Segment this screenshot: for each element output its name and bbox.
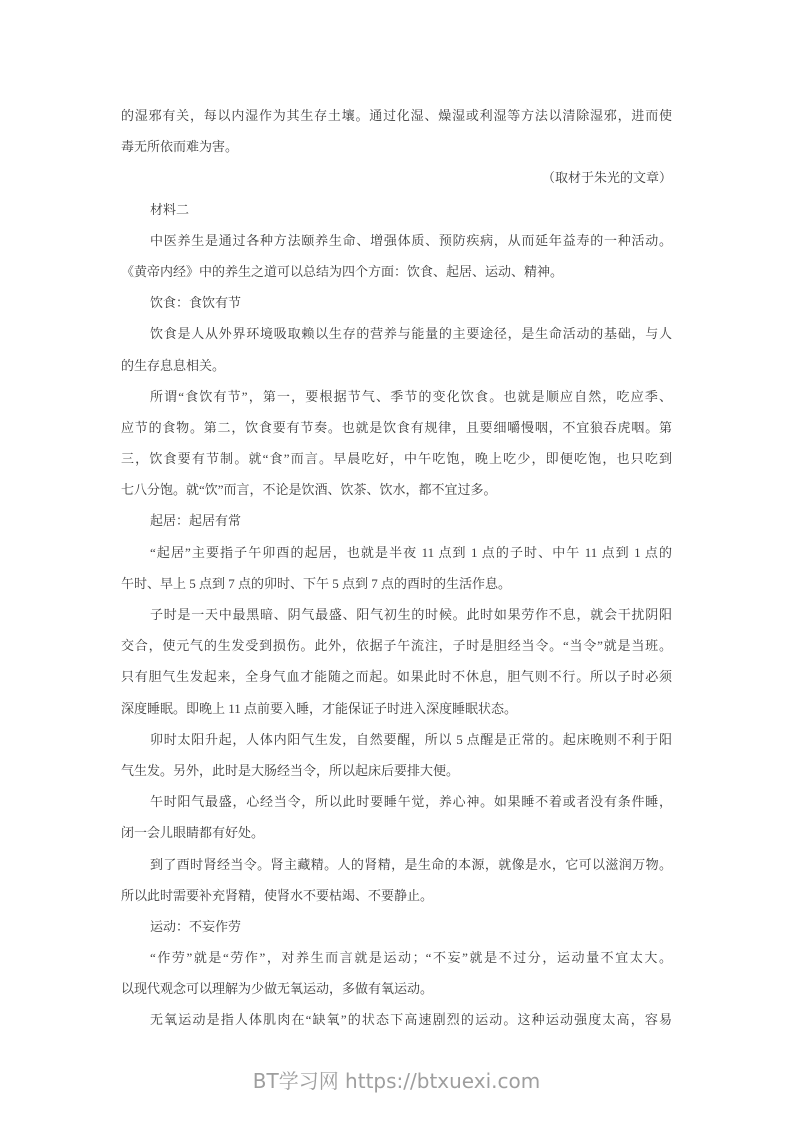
text-line: 闭一会儿眼睛都有好处。 [121,825,265,841]
text-line: 中医养生是通过各种方法颐养生命、增强体质、预防疾病，从而延年益寿的一种活动。 [150,232,672,248]
text-line: 深度睡眠。即晚上 11 点前要入睡，才能保证子时进入深度睡眠状态。 [121,700,518,716]
text-line: （取材于朱光的文章） [541,170,672,186]
text-line: 卯时太阳升起，人体内阳气生发，自然要醒，所以 5 点醒是正常的。起床晚则不利于阳 [150,731,672,747]
text-line: “作劳”就是“劳作”，对养生而言就是运动；“不妄”就是不过分，运动量不宜太大。 [150,950,672,966]
text-line: “起居”主要指子午卯酉的起居，也就是半夜 11 点到 1 点的子时、中午 11 点到 1 点的 [150,544,672,560]
text-line: 所以此时需要补充肾精，使肾水不要枯竭、不要静止。 [121,887,434,903]
text-line: 无氧运动是指人体肌肉在“缺氧”的状态下高速剧烈的运动。这种运动强度太高，容易 [150,1012,672,1028]
watermark-text: BT学习网 https://btxuexi.com [252,1069,541,1093]
text-line: 的湿邪有关，每以内湿作为其生存土壤。通过化湿、燥湿或利湿等方法以清除湿邪，进而使 [121,108,672,123]
text-line: 饮食：食饮有节 [150,295,242,311]
text-line: 的生存息息相关。 [121,357,226,373]
text-line: 三，饮食要有节制。就“食”而言。早晨吃好，中午吃饱，晚上吃少，即便吃饱，也只吃到 [121,451,672,467]
text-line: 午时、早上 5 点到 7 点的卯时、下午 5 点到 7 点的酉时的生活作息。 [121,575,512,591]
text-line: 气生发。另外，此时是大肠经当令，所以起床后要排大便。 [121,762,460,778]
text-line: 起居：起居有常 [150,513,242,529]
text-line: 毒无所依而难为害。 [121,139,239,155]
text-line: 只有胆气生发起来，全身气血才能随之而起。如果此时不休息，胆气则不行。所以子时必须 [121,669,672,685]
document-text-block [121,100,672,1036]
text-line: 应节的食物。第二，饮食要有节奏。也就是饮食有规律，且要细嚼慢咽，不宜狼吞虎咽。第 [121,419,672,435]
watermark-footer [0,1065,793,1094]
text-line: 《黄帝内经》中的养生之道可以总结为四个方面：饮食、起居、运动、精神。 [121,263,564,279]
text-line: 七八分饱。就“饮”而言，不论是饮酒、饮茶、饮水，都不宜过多。 [121,482,497,498]
text-line: 饮食是人从外界环境吸取赖以生存的营养与能量的主要途径，是生命活动的基础，与人 [150,326,672,342]
text-line: 所谓“食饮有节”，第一，要根据节气、季节的变化饮食。也就是顺应自然，吃应季、 [150,388,672,404]
text-line: 材料二 [150,201,190,217]
text-line: 运动：不妄作劳 [150,918,242,934]
text-line: 子时是一天中最黑暗、阴气最盛、阳气初生的时候。此时如果劳作不息，就会干扰阴阳 [150,607,672,622]
text-line: 交合，使元气的生发受到损伤。此外，依据子午流注，子时是胆经当令。“当令”就是当班。 [121,638,672,654]
text-line: 午时阳气最盛，心经当令，所以此时要睡午觉，养心神。如果睡不着或者没有条件睡， [150,794,672,810]
text-line: 以现代观念可以理解为少做无氧运动，多做有氧运动。 [121,981,434,997]
text-line: 到了酉时肾经当令。肾主藏精。人的肾精，是生命的本源，就像是水，它可以滋润万物。 [150,856,672,872]
